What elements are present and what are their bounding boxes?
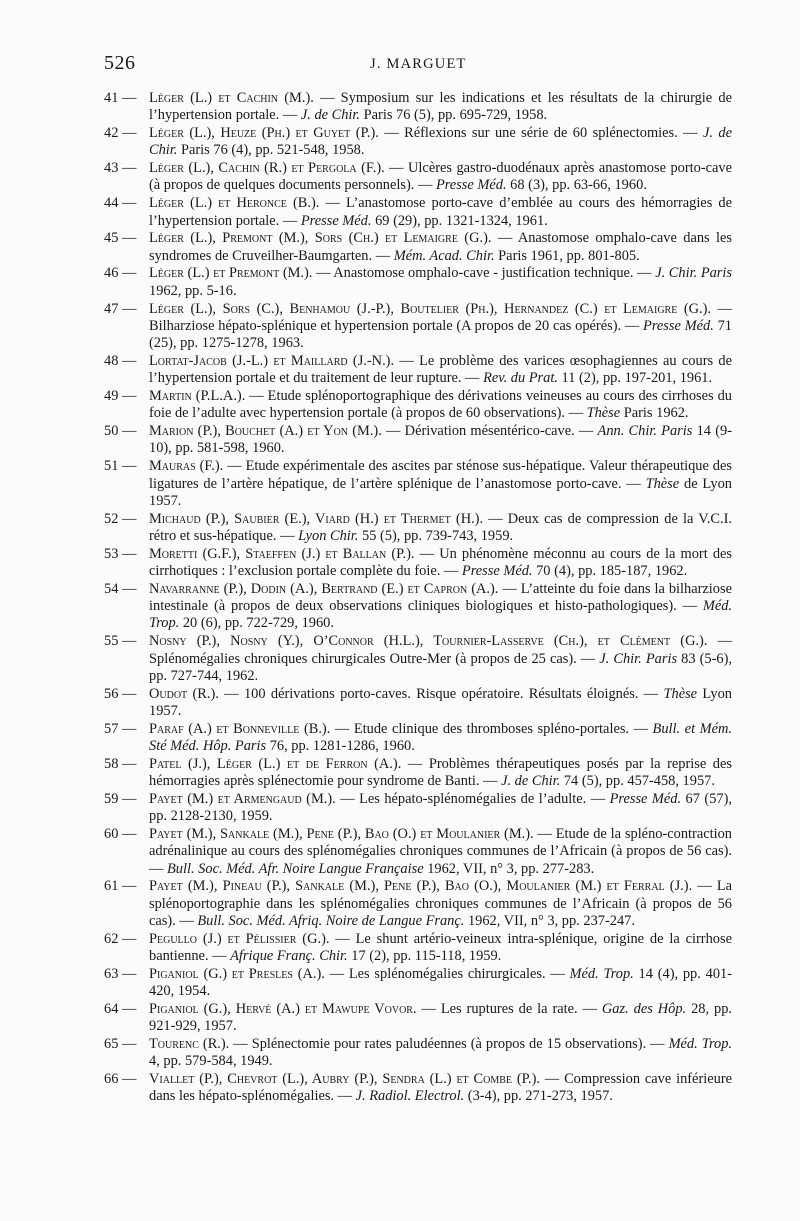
reference-item — [104, 265, 732, 300]
reference-text — [149, 423, 732, 458]
reference-text — [149, 301, 732, 353]
reference-title: — Ulcères gastro-duodénaux après anastomose porto-cave (à propos de quelques documents personnels). — — [149, 160, 732, 194]
reference-item — [104, 633, 732, 685]
reference-title: — Les splénomégalies chirurgicales. — — [324, 965, 570, 982]
reference-number: 54 — — [104, 580, 137, 597]
reference-item — [104, 388, 732, 423]
reference-text — [149, 966, 732, 1001]
reference-item — [104, 931, 732, 966]
reference-text — [149, 686, 732, 721]
reference-item — [104, 230, 732, 265]
reference-source: Presse Méd. — [435, 177, 507, 194]
reference-source: Mém. Acad. Chir. — [393, 247, 495, 264]
reference-authors: Marion (P.), Bouchet (A.) et Yon (M.). — [149, 423, 382, 440]
reference-source: Presse Méd. — [609, 790, 682, 807]
reference-title: — L’atteinte du foie dans la bilharziose intestinale (à propos de deux observations cliniques biologiques et histo-pathologiques). — — [149, 580, 732, 615]
reference-text — [149, 721, 732, 756]
reference-number: 52 — — [104, 510, 137, 527]
reference-item — [104, 756, 732, 791]
reference-authors: Tourenc (R.). — [149, 1036, 230, 1053]
reference-authors: Nosny (P.), Nosny (Y.), O’Connor (H.L.), Tournier-Lasserve (Ch.), et Clément (G.). — [149, 633, 708, 650]
reference-authors: Payet (M.), Pineau (P.), Sankale (M.), Pene (P.), Bao (O.), Moulanier (M.) et Ferral (J.). — [149, 878, 693, 895]
reference-title: — Etude clinique des thromboses spléno-portales. — — [330, 720, 653, 737]
reference-details: 67 (57), pp. 2128-2130, 1959. — [149, 790, 732, 825]
reference-source: Méd. Trop. — [149, 598, 732, 632]
reference-authors: Mauras (F.). — [149, 458, 224, 475]
reference-title: — Anastomose omphalo-cave dans les syndromes de Cruveilher-Baumgarten. — — [149, 230, 732, 264]
reference-text — [149, 756, 732, 791]
reference-number: 41 — — [104, 90, 137, 106]
reference-details: 69 (29), pp. 1321-1324, 1961. — [371, 212, 548, 229]
reference-title: — Le shunt artério-veineux intra-splénique, origine de la cirrhose bantienne. — — [149, 930, 732, 965]
reference-number: 43 — — [104, 160, 137, 177]
reference-source: Thèse — [663, 685, 698, 702]
reference-source: Bull. et Mém. Sté Méd. Hôp. Paris — [149, 720, 732, 754]
reference-authors: Navarranne (P.), Dodin (A.), Bertrand (E.) et Capron (A.). — [149, 580, 499, 597]
reference-details: 55 (5), pp. 739-743, 1959. — [358, 527, 514, 544]
reference-item — [104, 581, 732, 633]
reference-source: J. de Chir. — [501, 773, 561, 790]
reference-authors: Lortat-Jacob (J.-L.) et Maillard (J.-N.). — [149, 352, 395, 369]
reference-authors: Payet (M.), Sankale (M.), Pene (P.), Bao (O.) et Moulanier (M.). — [149, 825, 534, 842]
reference-title: — Problèmes thérapeutiques posés par la reprise des hémorragies après splénectomie pour syndrome de Banti. — — [149, 755, 732, 790]
reference-title: — Anastomose omphalo-cave - justification technique. — — [312, 265, 656, 282]
reference-details: 74 (5), pp. 457-458, 1957. — [560, 773, 715, 790]
reference-authors: Viallet (P.), Chevrot (L.), Aubry (P.), Sendra (L.) et Combe (P.). — [149, 1071, 541, 1088]
reference-number: 65 — — [104, 1036, 137, 1053]
reference-number: 63 — — [104, 965, 137, 982]
reference-text — [149, 826, 732, 878]
reference-text — [149, 458, 732, 510]
reference-item — [104, 546, 732, 581]
reference-number: 64 — — [104, 1000, 137, 1017]
reference-title: — Etude expérimentale des ascites par sténose sus-hépatique. Valeur thérapeutique des ligatures de l’artère hépatique, de l’artère splénique de l’anastomose porto-cave. — — [149, 458, 732, 492]
reference-source: Gaz. des Hôp. — [601, 1000, 687, 1017]
reference-number: 42 — — [104, 125, 137, 142]
reference-details: 71 (25), pp. 1275-1278, 1963. — [149, 317, 732, 352]
reference-source: Bull. Soc. Méd. Afriq. Noire de Langue Franç. — [197, 912, 465, 929]
reference-source: Thèse — [586, 405, 621, 422]
reference-details: Lyon 1957. — [149, 685, 732, 719]
reference-source: J. de Chir. — [300, 107, 361, 124]
reference-item — [104, 125, 732, 160]
reference-authors: Piganiol (G.) et Presles (A.). — [149, 965, 325, 982]
reference-number: 50 — — [104, 423, 137, 440]
reference-number: 48 — — [104, 352, 137, 369]
reference-title: — Le problème des varices œsophagiennes au cours de l’hypertension portale et du traitement de leur rupture. — — [149, 352, 732, 387]
reference-source: Presse Méd. — [461, 563, 533, 580]
reference-number: 58 — — [104, 755, 137, 772]
reference-item — [104, 511, 732, 546]
reference-details: 68 (3), pp. 63-66, 1960. — [506, 177, 647, 194]
reference-text — [149, 791, 732, 826]
reference-title: — Etude de la spléno-contraction adrénalinique au cours des splénomégalies chroniques communes de l’Africain (à propos de 56 cas). — — [149, 825, 732, 877]
page-number: 526 — [104, 52, 136, 74]
reference-item — [104, 1071, 732, 1106]
reference-details: 76, pp. 1281-1286, 1960. — [266, 737, 415, 754]
reference-details: Paris 1961, pp. 801-805. — [494, 247, 640, 264]
reference-number: 45 — — [104, 230, 137, 247]
reference-details: 1962, VII, n° 3, pp. 237-247. — [464, 912, 635, 929]
running-head: J. MARGUET — [370, 56, 467, 72]
reference-details: 17 (2), pp. 115-118, 1959. — [347, 948, 502, 965]
reference-number: 59 — — [104, 790, 137, 807]
reference-source: Thèse — [645, 475, 680, 492]
reference-source: Presse Méd. — [643, 317, 714, 334]
reference-text — [149, 125, 732, 160]
reference-details: 83 (5-6), pp. 727-744, 1962. — [149, 650, 733, 684]
reference-source: Rev. du Prat. — [483, 370, 558, 387]
reference-number: 62 — — [104, 930, 137, 947]
reference-title: — Réflexions sur une série de 60 splénectomies. — — [378, 125, 703, 142]
reference-details: (3-4), pp. 271-273, 1957. — [464, 1088, 613, 1105]
reference-number: 53 — — [104, 545, 137, 562]
reference-details: 70 (4), pp. 185-187, 1962. — [532, 563, 688, 580]
reference-text — [149, 1036, 732, 1071]
reference-item — [104, 1036, 732, 1071]
reference-details: 1962, VII, n° 3, pp. 277-283. — [423, 860, 595, 877]
reference-source: J. Chir. Paris — [599, 650, 678, 667]
reference-text — [149, 353, 732, 388]
reference-source: Presse Méd. — [300, 212, 372, 229]
reference-text — [149, 388, 732, 423]
reference-authors: Léger (L.), Cachin (R.) et Pergola (F.). — [149, 160, 385, 177]
reference-title: — Splénomégalies chroniques chirurgicales Outre-Mer (à propos de 25 cas). — — [149, 633, 732, 667]
page-header — [104, 52, 719, 78]
reference-item — [104, 826, 732, 878]
reference-item — [104, 301, 732, 353]
reference-title: — Deux cas de compression de la V.C.I. rétro et sus-hépatique. — — [149, 510, 732, 544]
reference-title: — Splénectomie pour rates paludéennes (à propos de 15 observations). — — [229, 1036, 669, 1053]
reference-number: 60 — — [104, 825, 137, 842]
reference-item — [104, 1001, 732, 1036]
reference-text — [149, 878, 732, 930]
reference-text — [149, 230, 732, 265]
reference-details: 28, pp. 921-929, 1957. — [149, 1000, 732, 1035]
reference-source: Méd. Trop. — [569, 965, 634, 982]
reference-source: Lyon Chir. — [298, 527, 359, 544]
reference-authors: Paraf (A.) et Bonneville (B.). — [149, 720, 331, 737]
reference-authors: Michaud (P.), Saubier (E.), Viard (H.) et Thermet (H.). — [149, 510, 484, 527]
reference-text — [149, 1001, 732, 1036]
reference-number: 56 — — [104, 685, 137, 702]
reference-source: Afrique Franç. Chir. — [230, 948, 348, 965]
reference-number: 66 — — [104, 1071, 137, 1088]
reference-details: 14 (4), pp. 401-420, 1954. — [149, 965, 733, 1000]
reference-authors: Patel (J.), Léger (L.) et de Ferron (A.). — [149, 755, 402, 772]
reference-text — [149, 90, 732, 125]
reference-title: — La splénoportographie dans les splénomégalies chroniques communes de l’Africain (à propos de 56 cas). — — [149, 878, 733, 929]
reference-source: J. Radiol. Electrol. — [355, 1088, 465, 1105]
reference-details: 14 (9-10), pp. 581-598, 1960. — [149, 423, 732, 457]
reference-details: 4, pp. 579-584, 1949. — [149, 1053, 273, 1070]
reference-number: 57 — — [104, 720, 137, 737]
reference-title: — Etude splénoportographique des dérivations veineuses au cours des cirrhoses du foie de l’adulte avec hypertension portale (à propos de 60 observations). — — [149, 388, 732, 422]
reference-number: 55 — — [104, 633, 137, 650]
reference-number: 47 — — [104, 300, 137, 317]
reference-source: J. Chir. Paris — [655, 265, 733, 282]
reference-details: 1962, pp. 5-16. — [149, 282, 237, 299]
reference-source: J. de Chir. — [149, 125, 733, 159]
reference-text — [149, 195, 732, 230]
reference-details: Paris 1962. — [620, 405, 689, 422]
reference-number: 44 — — [104, 195, 137, 212]
reference-authors: Léger (L.), Premont (M.), Sors (Ch.) et Lemaigre (G.). — [149, 230, 492, 247]
reference-authors: Léger (L.) et Cachin (M.). — [149, 90, 314, 106]
reference-title: — Compression cave inférieure dans les hépato-splénomégalies. — — [149, 1071, 732, 1105]
reference-text — [149, 265, 732, 300]
reference-authors: Léger (L.), Sors (C.), Benhamou (J.-P.), Boutelier (Ph.), Hernandez (C.) et Lemaigre (G.). — [149, 300, 712, 317]
reference-item — [104, 966, 732, 1001]
reference-authors: Moretti (G.F.), Staeffen (J.) et Ballan (P.). — [149, 545, 415, 562]
reference-authors: Léger (L.) et Premont (M.). — [149, 265, 313, 282]
reference-text — [149, 931, 732, 966]
reference-authors: Léger (L.), Heuze (Ph.) et Guyet (P.). — [149, 125, 379, 142]
reference-number: 49 — — [104, 388, 137, 405]
reference-item — [104, 458, 732, 510]
reference-text — [149, 160, 732, 195]
reference-authors: Piganiol (G.), Hervé (A.) et Mawupe Vovor. — [149, 1000, 417, 1017]
reference-text — [149, 1071, 732, 1106]
reference-item — [104, 791, 732, 826]
reference-number: 51 — — [104, 458, 137, 475]
reference-title: — Un phénomène méconnu au cours de la mort des cirrhotiques : l’exclusion portale complète du foie. — — [149, 545, 733, 580]
reference-title: — L’anastomose porto-cave d’emblée au cours des hémorragies de l’hypertension portale. — — [149, 195, 733, 229]
reference-title: — Bilharziose hépato-splénique et hypertension portale (A propos de 20 cas opérés). — — [149, 300, 732, 334]
reference-text — [149, 511, 732, 546]
reference-item — [104, 90, 732, 125]
reference-title: — Les ruptures de la rate. — — [416, 1000, 602, 1017]
reference-source: Ann. Chir. Paris — [597, 423, 693, 440]
reference-item — [104, 686, 732, 721]
reference-details: 11 (2), pp. 197-201, 1961. — [557, 370, 713, 387]
reference-source: Méd. Trop. — [668, 1036, 732, 1053]
reference-item — [104, 423, 732, 458]
reference-title: — Dérivation mésentérico-cave. — — [381, 423, 598, 440]
reference-list — [104, 90, 732, 1106]
reference-authors: Pegullo (J.) et Pélissier (G.). — [149, 930, 330, 947]
reference-authors: Oudot (R.). — [149, 685, 219, 702]
reference-details: 20 (6), pp. 722-729, 1960. — [179, 615, 334, 632]
reference-text — [149, 581, 732, 633]
reference-text — [149, 633, 732, 685]
reference-number: 61 — — [104, 878, 137, 895]
reference-item — [104, 721, 732, 756]
reference-source: Bull. Soc. Méd. Afr. Noire Langue Française — [167, 860, 424, 877]
reference-item — [104, 878, 732, 930]
reference-details: Paris 76 (4), pp. 521-548, 1958. — [177, 142, 365, 159]
reference-details: de Lyon 1957. — [149, 475, 732, 509]
reference-item — [104, 195, 732, 230]
reference-title: — 100 dérivations porto-caves. Risque opératoire. Résultats éloignés. — — [218, 685, 664, 702]
reference-title: — Les hépato-splénomégalies de l’adulte. — — [335, 790, 610, 807]
reference-text — [149, 546, 732, 581]
reference-authors: Martin (P.L.A.). — [149, 388, 246, 405]
reference-item — [104, 160, 732, 195]
reference-authors: Léger (L.) et Heronce (B.). — [149, 195, 320, 212]
reference-title: — Symposium sur les indications et les résultats de la chirurgie de l’hypertension portale. — — [149, 90, 732, 124]
reference-authors: Payet (M.) et Armengaud (M.). — [149, 790, 336, 807]
reference-details: Paris 76 (5), pp. 695-729, 1958. — [360, 107, 548, 124]
reference-number: 46 — — [104, 265, 137, 282]
reference-item — [104, 353, 732, 388]
